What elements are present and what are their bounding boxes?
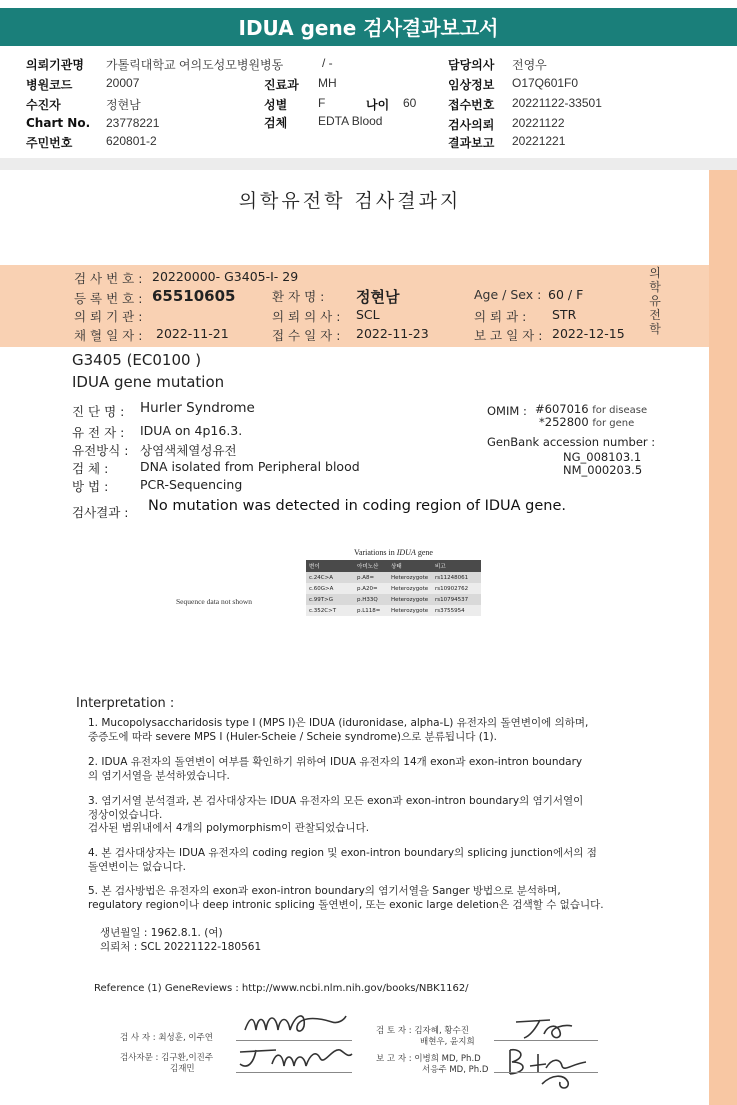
table-cell: Heterozygote bbox=[388, 605, 432, 616]
tester-signature bbox=[240, 1008, 350, 1040]
reporter-sign-line bbox=[494, 1072, 598, 1073]
omim-label: OMIM : bbox=[487, 404, 527, 418]
reg-no-label: 등 록 번 호 : bbox=[74, 291, 143, 306]
gene-value: IDUA on 4p16.3. bbox=[140, 423, 243, 438]
table-row bbox=[306, 605, 481, 616]
interp-4-line1: 4. 본 검사대상자는 IDUA 유전자의 coding region 및 exon-intron boundary의 splicing junction에서의 점 bbox=[88, 847, 597, 859]
interpretation-item-3 bbox=[88, 795, 648, 836]
omim-disease-note: for disease bbox=[592, 405, 648, 416]
tester-label: 검 사 자 : bbox=[120, 1033, 156, 1043]
band-dept-value: STR bbox=[552, 307, 577, 322]
variation-title-gene: IDUA bbox=[396, 548, 416, 557]
dept-value: MH bbox=[318, 76, 337, 90]
id-label: 주민번호 bbox=[26, 136, 73, 150]
variation-table bbox=[306, 560, 481, 616]
reviewer-sign-line bbox=[494, 1040, 598, 1041]
col-header-amino: 아미노산 bbox=[354, 560, 388, 572]
receipt-label: 접수번호 bbox=[448, 98, 495, 112]
ward-value: / - bbox=[322, 56, 333, 70]
request-value: 20221122 bbox=[512, 116, 565, 130]
inheritance-label: 유전방식 : bbox=[72, 443, 129, 458]
report-date-label: 결과보고 bbox=[448, 136, 495, 150]
band-report-date-value: 2022-12-15 bbox=[552, 326, 625, 341]
receive-date-value: 2022-11-23 bbox=[356, 326, 429, 341]
table-row bbox=[306, 572, 481, 583]
table-cell: Heterozygote bbox=[388, 583, 432, 594]
sample-value: DNA isolated from Peripheral blood bbox=[140, 459, 360, 474]
age-label: 나이 bbox=[366, 98, 390, 112]
report-title-bar: IDUA gene 검사결과보고서 bbox=[0, 8, 737, 46]
hospital-code-value: 20007 bbox=[106, 76, 140, 90]
band-patient-label: 환 자 명 : bbox=[272, 289, 325, 304]
band-patient-value: 정현남 bbox=[356, 288, 400, 306]
reporter-label: 보 고 자 : bbox=[376, 1054, 412, 1064]
interp-5-line2: regulatory region이나 deep intronic splicing 돌연변이, 또는 exonic large deletion은 검색할 수 없습니다. bbox=[88, 898, 604, 911]
patient-info-grid bbox=[0, 50, 737, 160]
exam-no-value: 20220000- G3405-I- 29 bbox=[152, 269, 299, 284]
report-sheet-title: 의학유전학 검사결과지 bbox=[238, 190, 462, 212]
variation-table-block bbox=[306, 548, 481, 616]
institution-label: 의뢰기관명 bbox=[26, 58, 84, 72]
variation-title-suffix: gene bbox=[415, 548, 433, 557]
advisor-names-2: 김재민 bbox=[170, 1064, 195, 1074]
right-color-strip bbox=[709, 170, 737, 1105]
table-cell: rs11248061 bbox=[432, 572, 481, 583]
exam-info-band bbox=[0, 265, 709, 347]
interp-1-line1: 1. Mucopolysaccharidosis type I (MPS I)은 IDUA (iduronidase, alpha-L) 유전자의 돌연변이에 의하며, bbox=[88, 717, 589, 729]
requester-label: 의 뢰 의 사 : bbox=[272, 309, 341, 324]
doctor-value: 전영우 bbox=[512, 58, 547, 72]
result-value: No mutation was detected in coding region of IDUA gene. bbox=[148, 498, 567, 514]
test-name-line: IDUA gene mutation bbox=[72, 373, 225, 391]
birth-date: 생년월일 : 1962.8.1. (여) bbox=[100, 927, 223, 939]
clinical-value: O17Q601F0 bbox=[512, 76, 579, 90]
reporter-names-2: 서응주 MD, Ph.D bbox=[422, 1065, 489, 1075]
report-date-value: 20221221 bbox=[512, 134, 566, 148]
omim-gene-no: *252800 bbox=[539, 415, 589, 429]
sample-label: 검 체 : bbox=[72, 461, 109, 476]
diagnosis-label: 진 단 명 : bbox=[72, 404, 125, 419]
diagnosis-value: Hurler Syndrome bbox=[140, 400, 255, 416]
requester-value: SCL bbox=[356, 307, 380, 322]
reviewer-names-2: 배현우, 윤지희 bbox=[420, 1037, 475, 1047]
table-cell: p.H33Q bbox=[354, 594, 388, 605]
exam-no-label: 검 사 번 호 : bbox=[74, 271, 143, 286]
reporter-signature bbox=[502, 1044, 592, 1092]
reviewer-names-1: 김자혜, 황수진 bbox=[414, 1026, 469, 1036]
band-institution-label: 의 뢰 기 관 : bbox=[74, 309, 143, 324]
specimen-label: 검체 bbox=[264, 116, 288, 130]
table-cell: c.60G>A bbox=[306, 583, 354, 594]
inheritance-value: 상염색체열성유전 bbox=[140, 443, 237, 458]
tester-sign-block bbox=[120, 1033, 213, 1044]
genbank-label: GenBank accession number : bbox=[487, 435, 656, 449]
clinical-label: 임상정보 bbox=[448, 78, 495, 92]
interp-3-line1: 3. 염기서열 분석결과, 본 검사대상자는 IDUA 유전자의 모든 exon과 exon-intron boundary의 염기서열이 bbox=[88, 795, 584, 807]
advisor-sign-line bbox=[236, 1072, 352, 1073]
col-header-note: 비고 bbox=[432, 560, 481, 572]
result-label: 검사결과 : bbox=[72, 505, 129, 520]
col-header-status: 상태 bbox=[388, 560, 432, 572]
advisor-signature bbox=[236, 1040, 356, 1074]
reviewer-label: 검 토 자 : bbox=[376, 1026, 412, 1036]
omim-gene-note: for gene bbox=[592, 418, 635, 429]
table-cell: rs10794537 bbox=[432, 594, 481, 605]
variation-title-prefix: Variations in bbox=[354, 548, 397, 557]
collect-date-label: 채 혈 일 자 : bbox=[74, 328, 143, 343]
method-label: 방 법 : bbox=[72, 479, 109, 494]
reporter-sign-block bbox=[376, 1054, 488, 1076]
table-cell: rs3755954 bbox=[432, 605, 481, 616]
patient-label: 수진자 bbox=[26, 98, 61, 112]
table-cell: c.24C>A bbox=[306, 572, 354, 583]
interpretation-item-4 bbox=[88, 847, 648, 874]
interpretation-item-2 bbox=[88, 756, 648, 783]
reg-no-value: 65510605 bbox=[152, 287, 236, 305]
band-dept-label: 의 뢰 과 : bbox=[474, 309, 527, 324]
reporter-names-1: 이병희 MD, Ph.D bbox=[414, 1054, 481, 1064]
advisor-names-1: 김구환,이진주 bbox=[161, 1053, 214, 1063]
reviewer-signature bbox=[510, 1014, 580, 1042]
institution-value: 가톨릭대학교 여의도성모병원병동 bbox=[106, 58, 284, 72]
table-cell: Heterozygote bbox=[388, 572, 432, 583]
chart-label: Chart No. bbox=[26, 116, 91, 130]
hospital-code-label: 병원코드 bbox=[26, 78, 73, 92]
gene-label: 유 전 자 : bbox=[72, 425, 125, 440]
chart-value: 23778221 bbox=[106, 116, 160, 130]
interpretation-item-1 bbox=[88, 717, 648, 744]
age-sex-value: 60 / F bbox=[548, 287, 584, 302]
vertical-department-label: 의 학 유 전 학 bbox=[649, 266, 661, 336]
interp-2-line1: 2. IDUA 유전자의 돌연변이 여부를 확인하기 위하여 IDUA 유전자의 14개 exon과 exon-intron boundary bbox=[88, 756, 583, 768]
interp-5-line1: 5. 본 검사방법은 유전자의 exon과 exon-intron boundary의 염기서열을 Sanger 방법으로 분석하며, bbox=[88, 885, 561, 897]
sequence-note: Sequence data not shown bbox=[176, 597, 253, 606]
interpretation-title: Interpretation : bbox=[76, 696, 175, 711]
receipt-value: 20221122-33501 bbox=[512, 96, 602, 110]
section-separator bbox=[0, 158, 737, 170]
interp-4-line2: 돌연변이는 없습니다. bbox=[88, 860, 186, 873]
interp-3-line3: 검사된 범위내에서 4개의 polymorphism이 관찰되었습니다. bbox=[88, 822, 370, 834]
patient-value: 정현남 bbox=[106, 98, 141, 112]
reference-line: Reference (1) GeneReviews : http://www.ncbi.nlm.nih.gov/books/NBK1162/ bbox=[94, 983, 469, 994]
variation-table-title bbox=[306, 548, 481, 557]
interp-2-line2: 의 염기서열을 분석하였습니다. bbox=[88, 769, 230, 782]
interp-3-line2: 정상이었습니다. bbox=[88, 808, 163, 821]
tester-names: 최성훈, 이주연 bbox=[158, 1033, 213, 1043]
table-cell: p.L118= bbox=[354, 605, 388, 616]
sex-value: F bbox=[318, 96, 326, 110]
table-cell: rs10902762 bbox=[432, 583, 481, 594]
interp-1-line2: 중증도에 따라 severe MPS I (Huler-Scheie / Scheie syndrome)으로 분류됩니다 (1). bbox=[88, 730, 497, 743]
interpretation-item-5 bbox=[88, 885, 648, 912]
sex-label: 성별 bbox=[264, 98, 288, 112]
genbank-acc-2: NM_000203.5 bbox=[563, 463, 643, 477]
col-header-variant: 변이 bbox=[306, 560, 354, 572]
table-cell: c.352C>T bbox=[306, 605, 354, 616]
request-label: 검사의뢰 bbox=[448, 118, 495, 132]
test-code-line: G3405 (EC0100 ) bbox=[72, 351, 202, 369]
dept-label: 진료과 bbox=[264, 78, 299, 92]
id-value: 620801-2 bbox=[106, 134, 157, 148]
table-cell: c.99T>G bbox=[306, 594, 354, 605]
table-cell: p.A20= bbox=[354, 583, 388, 594]
doctor-label: 담당의사 bbox=[448, 58, 495, 72]
table-cell: Heterozygote bbox=[388, 594, 432, 605]
table-cell: p.A8= bbox=[354, 572, 388, 583]
specimen-value: EDTA Blood bbox=[318, 114, 383, 128]
method-value: PCR-Sequencing bbox=[140, 477, 243, 492]
advisor-label: 검사자문 : bbox=[120, 1053, 159, 1063]
age-sex-label: Age / Sex : bbox=[474, 287, 542, 302]
requester-note: 의뢰처 : SCL 20221122-180561 bbox=[100, 941, 262, 953]
collect-date-value: 2022-11-21 bbox=[156, 326, 229, 341]
age-value: 60 bbox=[403, 96, 417, 110]
genbank-acc-1: NG_008103.1 bbox=[563, 450, 642, 464]
omim-disease-no: #607016 bbox=[535, 402, 589, 416]
advisor-sign-block bbox=[120, 1053, 213, 1075]
band-report-date-label: 보 고 일 자 : bbox=[474, 328, 543, 343]
reviewer-sign-block bbox=[376, 1026, 475, 1048]
receive-date-label: 접 수 일 자 : bbox=[272, 328, 341, 343]
table-row bbox=[306, 594, 481, 605]
table-row bbox=[306, 583, 481, 594]
